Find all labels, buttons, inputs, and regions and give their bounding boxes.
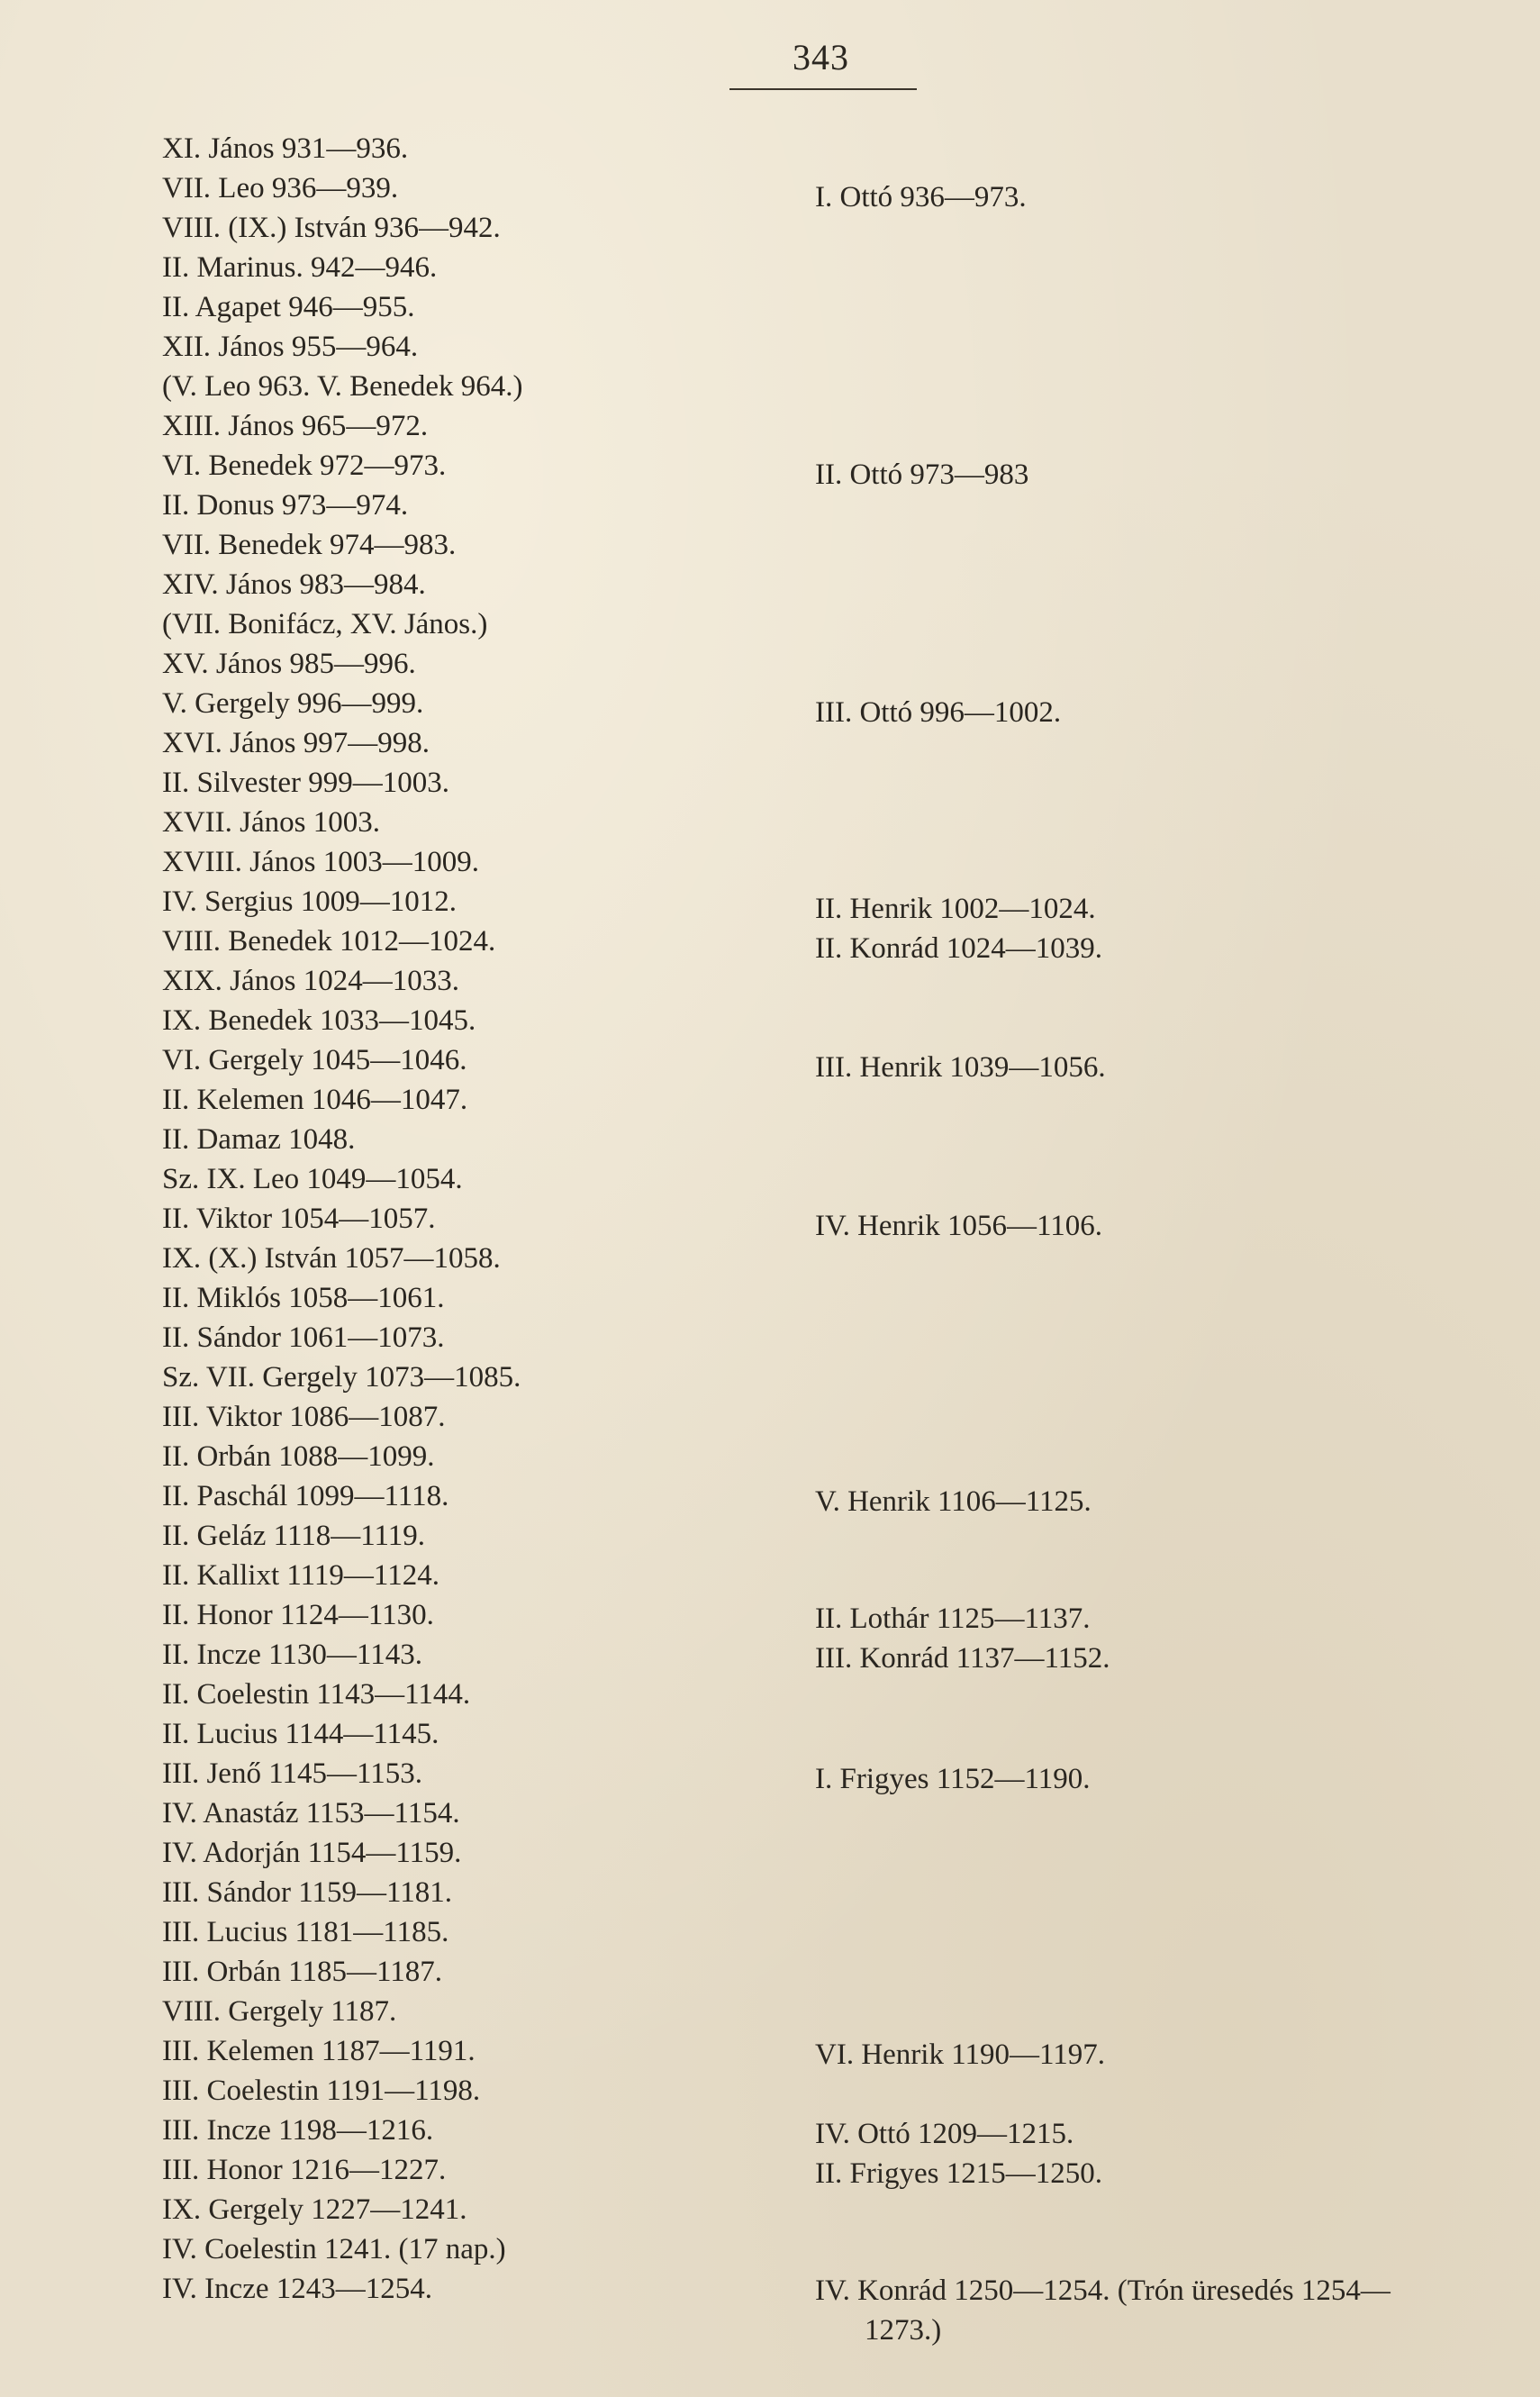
- pope-entry: II. Kelemen 1046—1047.: [162, 1084, 468, 1116]
- pope-entry: II. Kallixt 1119—1124.: [162, 1559, 439, 1592]
- pope-entry: IX. Gergely 1227—1241.: [162, 2193, 467, 2226]
- pope-entry: II. Honor 1124—1130.: [162, 1599, 434, 1631]
- pope-entry: II. Coelestin 1143—1144.: [162, 1678, 471, 1711]
- emperor-entry: VI. Henrik 1190—1197.: [815, 2038, 1106, 2071]
- pope-entry: III. Orbán 1185—1187.: [162, 1956, 442, 1988]
- pope-entry: XIII. János 965—972.: [162, 410, 429, 442]
- pope-entry: II. Orbán 1088—1099.: [162, 1440, 435, 1473]
- pope-entry: IV. Sergius 1009—1012.: [162, 885, 457, 918]
- pope-entry: Sz. VII. Gergely 1073—1085.: [162, 1361, 521, 1394]
- header-rule: [729, 88, 917, 90]
- pope-entry: III. Viktor 1086—1087.: [162, 1401, 446, 1433]
- pope-entry: VI. Gergely 1045—1046.: [162, 1044, 467, 1076]
- emperor-entry: II. Konrád 1024—1039.: [815, 932, 1102, 965]
- emperor-entry: III. Henrik 1039—1056.: [815, 1051, 1106, 1084]
- pope-entry: II. Donus 973—974.: [162, 489, 409, 522]
- pope-entry: V. Gergely 996—999.: [162, 687, 424, 720]
- pope-entry: III. Honor 1216—1227.: [162, 2154, 447, 2186]
- pope-entry: II. Incze 1130—1143.: [162, 1639, 422, 1671]
- pope-entry: VIII. Benedek 1012—1024.: [162, 925, 496, 958]
- page-number: 343: [793, 37, 849, 77]
- pope-entry: II. Lucius 1144—1145.: [162, 1718, 439, 1750]
- emperor-entry: II. Henrik 1002—1024.: [815, 893, 1096, 925]
- pope-entry: III. Sándor 1159—1181.: [162, 1876, 453, 1909]
- pope-entry: II. Marinus. 942—946.: [162, 251, 438, 284]
- pope-entry: II. Geláz 1118—1119.: [162, 1520, 426, 1552]
- pope-entry: VII. Leo 936—939.: [162, 172, 399, 204]
- emperor-entry: I. Ottó 936—973.: [815, 181, 1027, 213]
- pope-entry: XVI. János 997—998.: [162, 727, 430, 759]
- emperor-entry: II. Lothár 1125—1137.: [815, 1603, 1091, 1635]
- pope-entry: XV. János 985—996.: [162, 648, 416, 680]
- emperor-entry: IV. Konrád 1250—1254. (Trón üresedés 1254—: [815, 2274, 1391, 2307]
- emperor-entry: II. Ottó 973—983: [815, 459, 1029, 491]
- pope-entry: II. Silvester 999—1003.: [162, 767, 449, 799]
- emperor-entry: III. Konrád 1137—1152.: [815, 1642, 1110, 1675]
- emperor-entry: I. Frigyes 1152—1190.: [815, 1763, 1091, 1795]
- emperor-entry: III. Ottó 996—1002.: [815, 696, 1062, 729]
- pope-entry: II. Viktor 1054—1057.: [162, 1203, 436, 1235]
- pope-entry: III. Coelestin 1191—1198.: [162, 2075, 481, 2107]
- emperor-entry-continuation: 1273.): [865, 2314, 942, 2347]
- emperor-entry: IV. Ottó 1209—1215.: [815, 2118, 1074, 2150]
- pope-entry: II. Agapet 946—955.: [162, 291, 415, 323]
- emperor-entry: IV. Henrik 1056—1106.: [815, 1210, 1102, 1242]
- pope-entry: III. Incze 1198—1216.: [162, 2114, 434, 2147]
- pope-entry: (V. Leo 963. V. Benedek 964.): [162, 370, 523, 403]
- pope-entry: III. Jenő 1145—1153.: [162, 1757, 423, 1790]
- pope-entry: XIV. János 983—984.: [162, 568, 426, 601]
- pope-entry: IV. Anastáz 1153—1154.: [162, 1797, 460, 1830]
- pope-entry: IV. Coelestin 1241. (17 nap.): [162, 2233, 506, 2265]
- pope-entry: XVII. János 1003.: [162, 806, 380, 839]
- pope-entry: XI. János 931—936.: [162, 132, 409, 165]
- pope-entry: II. Damaz 1048.: [162, 1123, 356, 1156]
- pope-entry: II. Paschál 1099—1118.: [162, 1480, 449, 1512]
- pope-entry: III. Lucius 1181—1185.: [162, 1916, 449, 1948]
- pope-entry: XII. János 955—964.: [162, 331, 419, 363]
- emperor-entry: II. Frigyes 1215—1250.: [815, 2157, 1102, 2190]
- pope-entry: II. Miklós 1058—1061.: [162, 1282, 445, 1314]
- pope-entry: XVIII. János 1003—1009.: [162, 846, 479, 878]
- pope-entry: II. Sándor 1061—1073.: [162, 1321, 445, 1354]
- pope-entry: IV. Incze 1243—1254.: [162, 2273, 432, 2305]
- pope-entry: IX. (X.) István 1057—1058.: [162, 1242, 501, 1275]
- pope-entry: VIII. (IX.) István 936—942.: [162, 212, 501, 244]
- pope-entry: IV. Adorján 1154—1159.: [162, 1837, 462, 1869]
- pope-entry: VIII. Gergely 1187.: [162, 1995, 397, 2028]
- pope-entry: XIX. János 1024—1033.: [162, 965, 459, 997]
- pope-entry: (VII. Bonifácz, XV. János.): [162, 608, 488, 640]
- pope-entry: Sz. IX. Leo 1049—1054.: [162, 1163, 463, 1195]
- pope-entry: VII. Benedek 974—983.: [162, 529, 457, 561]
- pope-entry: III. Kelemen 1187—1191.: [162, 2035, 476, 2067]
- emperor-entry: V. Henrik 1106—1125.: [815, 1485, 1092, 1518]
- pope-entry: IX. Benedek 1033—1045.: [162, 1004, 476, 1037]
- pope-entry: VI. Benedek 972—973.: [162, 449, 447, 482]
